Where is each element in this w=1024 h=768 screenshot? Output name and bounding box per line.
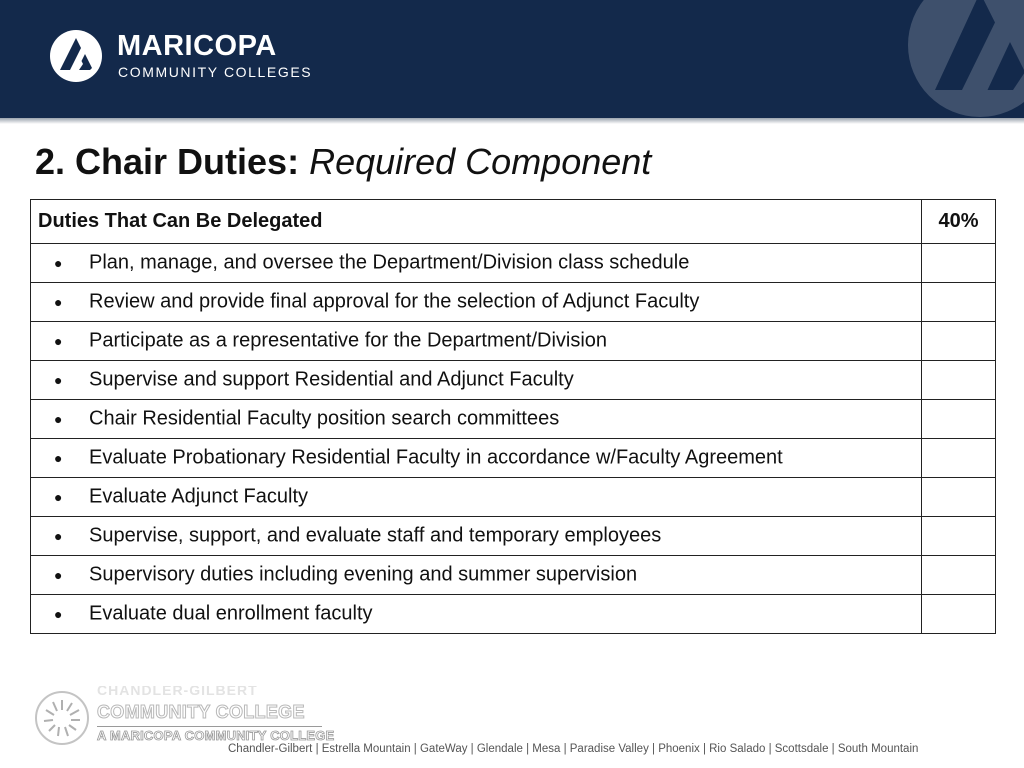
percent-cell xyxy=(922,595,996,634)
percent-cell xyxy=(922,361,996,400)
percent-cell xyxy=(922,400,996,439)
table-row xyxy=(31,439,996,478)
duty-text: Chair Residential Faculty position search committees xyxy=(89,407,560,430)
percent-cell xyxy=(922,478,996,517)
table-row xyxy=(31,283,996,322)
duty-text: Evaluate dual enrollment faculty xyxy=(89,602,373,625)
slide-title-italic: Required Component xyxy=(309,141,652,182)
header-banner xyxy=(0,0,1024,118)
duty-cell xyxy=(31,595,922,634)
bullet-icon: ● xyxy=(54,333,63,349)
footer-colleges-list: Chandler-Gilbert | Estrella Mountain | GateWay | Glendale | Mesa | Paradise Valley | Phoenix | Rio Salado | Scottsdale | South Mountain xyxy=(228,743,919,755)
duty-cell xyxy=(31,361,922,400)
duty-text: Supervise and support Residential and Adjunct Faculty xyxy=(89,368,574,391)
percent-cell xyxy=(922,556,996,595)
table-row xyxy=(31,517,996,556)
duty-text: Supervisory duties including evening and summer supervision xyxy=(89,563,638,586)
bullet-icon: ● xyxy=(54,450,63,466)
duty-text: Participate as a representative for the Department/Division xyxy=(89,329,608,352)
duty-cell xyxy=(31,400,922,439)
duty-cell xyxy=(31,244,922,283)
table-row xyxy=(31,556,996,595)
duty-cell xyxy=(31,283,922,322)
duty-text: Plan, manage, and oversee the Department/Division class schedule xyxy=(89,251,690,274)
table-row xyxy=(31,478,996,517)
duty-cell xyxy=(31,517,922,556)
watermark-logo-icon xyxy=(900,0,1024,118)
brand-subtitle: COMMUNITY COLLEGES xyxy=(118,64,313,80)
duty-cell xyxy=(31,439,922,478)
bullet-icon: ● xyxy=(54,294,63,310)
slide-title xyxy=(35,140,651,184)
percent-cell xyxy=(922,244,996,283)
slide-title-bold: 2. Chair Duties: xyxy=(35,141,300,182)
percent-cell xyxy=(922,439,996,478)
percent-cell xyxy=(922,283,996,322)
bullet-icon: ● xyxy=(54,411,63,427)
footer-maricopa-line: A MARICOPA COMMUNITY COLLEGE xyxy=(97,728,335,743)
table-row xyxy=(31,361,996,400)
footer-divider xyxy=(97,726,322,727)
table-header-percent: 40% xyxy=(922,200,996,244)
table-header-label: Duties That Can Be Delegated xyxy=(31,200,922,244)
table-row xyxy=(31,400,996,439)
footer-college-name: COMMUNITY COLLEGE xyxy=(97,702,305,722)
bullet-icon: ● xyxy=(54,606,63,622)
bullet-icon: ● xyxy=(54,372,63,388)
duties-table xyxy=(30,199,996,634)
brand-name: MARICOPA xyxy=(117,30,277,62)
bullet-icon: ● xyxy=(54,255,63,271)
duty-cell xyxy=(31,322,922,361)
duty-text: Evaluate Adjunct Faculty xyxy=(89,485,309,508)
duty-text: Supervise, support, and evaluate staff and temporary employees xyxy=(89,524,662,547)
header-shadow xyxy=(0,118,1024,124)
percent-cell xyxy=(922,322,996,361)
percent-cell xyxy=(922,517,996,556)
college-emblem-icon xyxy=(32,690,92,746)
table-row xyxy=(31,595,996,634)
duty-cell xyxy=(31,478,922,517)
bullet-icon: ● xyxy=(54,489,63,505)
table-header-row xyxy=(31,200,996,244)
bullet-icon: ● xyxy=(54,528,63,544)
table-row xyxy=(31,322,996,361)
bullet-icon: ● xyxy=(54,567,63,583)
maricopa-logo-icon xyxy=(50,30,102,82)
duty-text: Review and provide final approval for the selection of Adjunct Faculty xyxy=(89,290,700,313)
duty-text: Evaluate Probationary Residential Faculty in accordance w/Faculty Agreement xyxy=(89,446,783,469)
footer-college-top: CHANDLER-GILBERT xyxy=(97,686,258,698)
duty-cell xyxy=(31,556,922,595)
table-row xyxy=(31,244,996,283)
